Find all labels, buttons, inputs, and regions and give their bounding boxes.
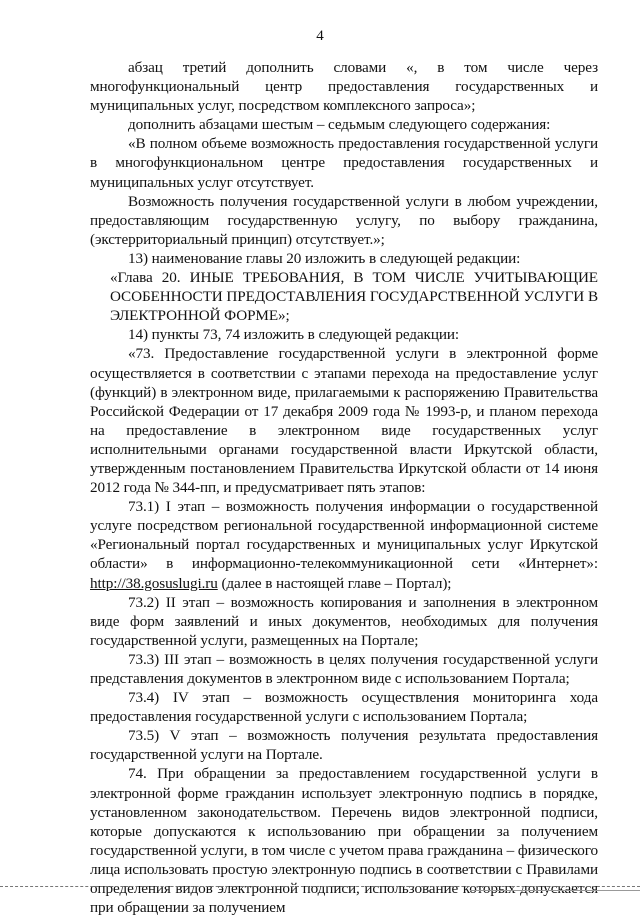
paragraph: 73.3) III этап – возможность в целях получения государственной услуги представления документов в электронном виде с использованием Портала; bbox=[90, 650, 598, 687]
page-number: 4 bbox=[316, 28, 324, 44]
paragraph: 74. При обращении за предоставлением государственной услуги в электронной форме гражданин использует электронную подпись в порядке, установленном законодательством. Перечень видов электронной подписи, которые допускаются к использованию при обращении за получением государственной услуги, в том числе с учетом права гражданина – физического лица использовать простую электронную подпись в соответствии с Правилами определения видов электронной подписи, использование которых допускается при обращении за получением bbox=[90, 765, 598, 917]
paragraph-text: (далее в настоящей главе – Портал); bbox=[217, 574, 452, 592]
paragraph: «73. Предоставление государственной услуги в электронной форме осуществляется в соответствии с этапами перехода на предоставление услуг (функций) в электронном виде, прилагаемыми к распоряжению Правительства Российской Федерации от 17 декабря 2009 года № 1993-р, и планом перехода на предоставление в электронном виде государственных услуг исполнительными органами государственной власти Иркутской области, утвержденным постановлением Правительства Иркутской области от 14 июня 2012 года № 344-пп, и предусматривает пять этапов: bbox=[90, 345, 598, 497]
paragraph-with-link bbox=[90, 497, 598, 592]
portal-link[interactable]: http://38.gosuslugi.ru bbox=[90, 574, 218, 592]
paragraph: 73.5) V этап – возможность получения результата предоставления государственной услуги на Портале. bbox=[90, 727, 598, 764]
paragraph: «В полном объеме возможность предоставления государственной услуги в многофункциональном центре предоставления государственных и муниципальных услуг отсутствует. bbox=[90, 135, 598, 191]
paragraph: 73.4) IV этап – возможность осуществления мониторинга хода предоставления государственной услуги с использованием Портала; bbox=[90, 689, 598, 726]
paragraph: 13) наименование главы 20 изложить в следующей редакции: bbox=[128, 249, 521, 267]
scan-edge-line bbox=[0, 886, 640, 887]
paragraph-text: 73.1) I этап – возможность получения информации о государственной услуге посредством региональной государственной информационной системе «Региональный портал государственных и муниципальных услуг Иркутской области» в информационно-телекоммуникационной сети «Интернет»: bbox=[90, 498, 598, 573]
paragraph: абзац третий дополнить словами «, в том числе через многофункциональный центр предоставления государственных и муниципальных услуг, посредством комплексного запроса»; bbox=[90, 59, 598, 115]
document-body bbox=[90, 58, 598, 917]
paragraph: Возможность получения государственной услуги в любом учреждении, предоставляющим государственную услугу, по выбору гражданина, (экстерриториальный принцип) отсутствует.»; bbox=[90, 192, 598, 248]
paragraph: дополнить абзацами шестым – седьмым следующего содержания: bbox=[128, 116, 551, 134]
paragraph: 14) пункты 73, 74 изложить в следующей редакции: bbox=[128, 326, 460, 344]
chapter-title: «Глава 20. ИНЫЕ ТРЕБОВАНИЯ, В ТОМ ЧИСЛЕ УЧИТЫВАЮЩИЕ ОСОБЕННОСТИ ПРЕДОСТАВЛЕНИЯ ГОСУДАРСТВЕННОЙ УСЛУГИ В ЭЛЕКТРОННОЙ ФОРМЕ»; bbox=[110, 269, 598, 325]
scan-edge-line bbox=[470, 890, 640, 891]
paragraph: 73.2) II этап – возможность копирования и заполнения в электронном виде форм заявлений и иных документов, необходимых для получения государственной услуги, размещенных на Портале; bbox=[90, 593, 598, 649]
